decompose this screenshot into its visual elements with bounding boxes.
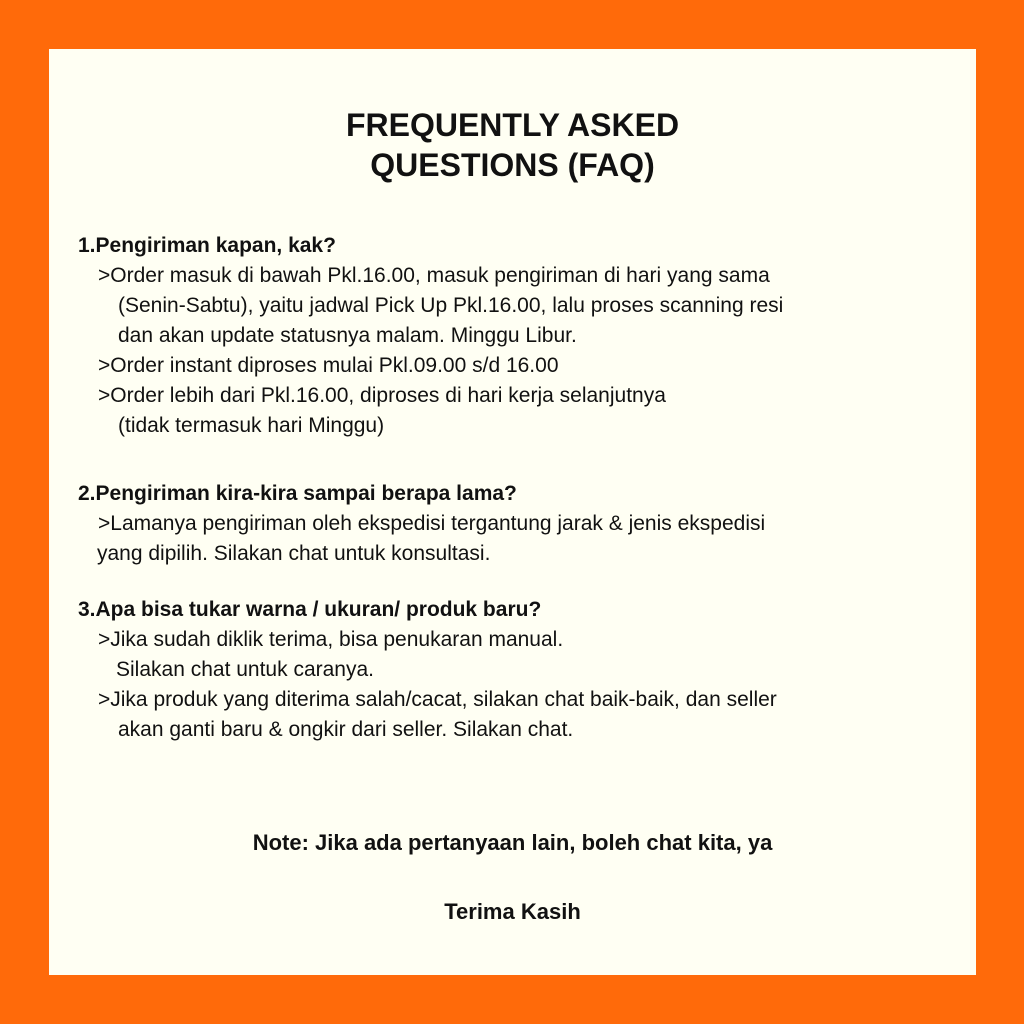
answer-line: (Senin-Sabtu), yaitu jadwal Pick Up Pkl.16.00, lalu proses scanning resi (118, 294, 784, 317)
answer-line: >Lamanya pengiriman oleh ekspedisi tergantung jarak & jenis ekspedisi (98, 512, 766, 535)
footer-note: Note: Jika ada pertanyaan lain, boleh chat kita, ya (252, 830, 773, 855)
faq-question: 3.Apa bisa tukar warna / ukuran/ produk baru? (78, 598, 542, 621)
faq-answer (78, 625, 968, 745)
faq-question: 2.Pengiriman kira-kira sampai berapa lama? (78, 482, 517, 505)
faq-card (49, 49, 976, 975)
faq-question: 1.Pengiriman kapan, kak? (78, 234, 336, 257)
title-line-2: QUESTIONS (FAQ) (370, 147, 655, 183)
faq-answer (78, 509, 968, 569)
thanks-text: Terima Kasih (444, 899, 581, 924)
faq-answer (78, 261, 968, 441)
answer-line: dan akan update statusnya malam. Minggu Libur. (118, 324, 577, 347)
answer-line: >Order masuk di bawah Pkl.16.00, masuk pengiriman di hari yang sama (98, 264, 770, 287)
answer-line: >Order instant diproses mulai Pkl.09.00 s/d 16.00 (98, 354, 559, 377)
answer-line: (tidak termasuk hari Minggu) (118, 414, 385, 437)
answer-line: akan ganti baru & ongkir dari seller. Silakan chat. (118, 718, 574, 741)
faq-item-3 (78, 595, 968, 745)
faq-item-1 (78, 231, 968, 441)
answer-line: Silakan chat untuk caranya. (116, 658, 374, 681)
faq-item-2 (78, 479, 968, 569)
answer-line: >Jika produk yang diterima salah/cacat, silakan chat baik-baik, dan seller (98, 688, 777, 711)
answer-line: yang dipilih. Silakan chat untuk konsultasi. (97, 542, 491, 565)
page-title (49, 105, 976, 185)
answer-line: >Jika sudah diklik terima, bisa penukaran manual. (98, 628, 564, 651)
title-line-1: FREQUENTLY ASKED (345, 107, 680, 143)
answer-line: >Order lebih dari Pkl.16.00, diproses di hari kerja selanjutnya (98, 384, 666, 407)
